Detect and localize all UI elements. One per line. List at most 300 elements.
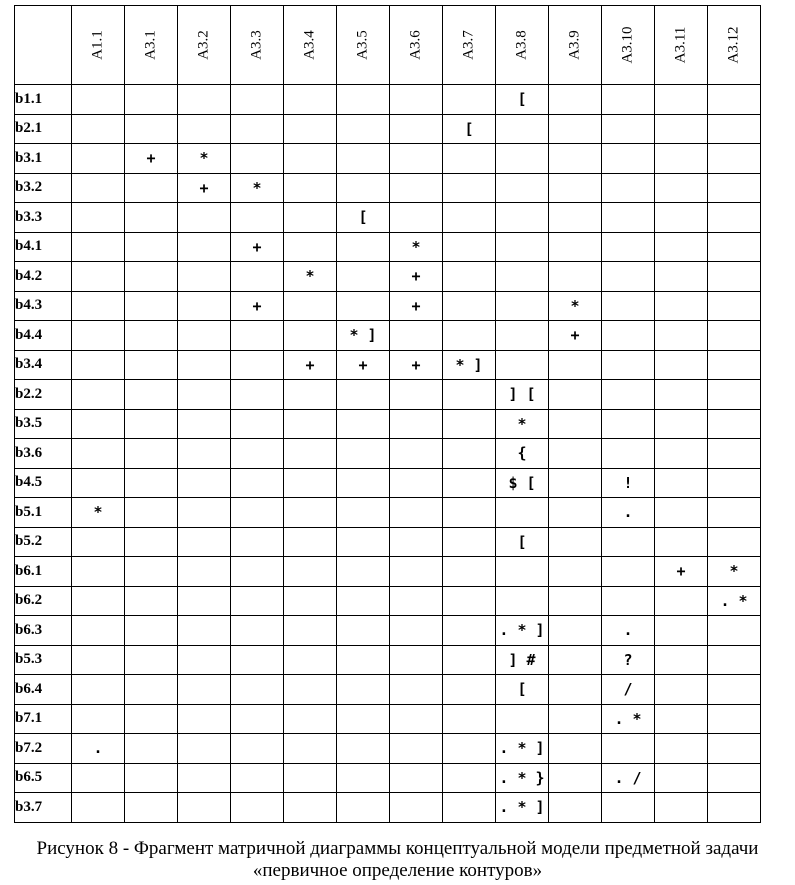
matrix-cell — [549, 645, 602, 675]
matrix-cell — [337, 439, 390, 469]
matrix-cell — [337, 793, 390, 823]
matrix-cell: / — [602, 675, 655, 705]
matrix-cell — [443, 645, 496, 675]
matrix-cell — [655, 645, 708, 675]
row-header: b4.5 — [15, 468, 72, 498]
corner-cell — [15, 6, 72, 85]
matrix-cell — [655, 144, 708, 174]
matrix-cell — [549, 793, 602, 823]
matrix-cell — [390, 203, 443, 233]
column-header — [337, 6, 390, 85]
matrix-cell — [231, 704, 284, 734]
matrix-cell — [496, 291, 549, 321]
matrix-cell: . * ] — [496, 793, 549, 823]
matrix-cell — [231, 203, 284, 233]
matrix-cell — [708, 144, 761, 174]
matrix-cell — [125, 114, 178, 144]
matrix-cell: . * — [708, 586, 761, 616]
table-row — [15, 675, 761, 705]
table-row — [15, 350, 761, 380]
matrix-cell — [655, 409, 708, 439]
matrix-cell — [178, 557, 231, 587]
matrix-cell — [284, 85, 337, 115]
row-header: b2.2 — [15, 380, 72, 410]
matrix-cell — [284, 616, 337, 646]
matrix-cell — [602, 321, 655, 351]
matrix-cell: + — [337, 350, 390, 380]
matrix-cell — [72, 173, 125, 203]
matrix-cell — [708, 468, 761, 498]
matrix-cell — [496, 350, 549, 380]
matrix-cell: . * — [602, 704, 655, 734]
matrix-cell — [125, 291, 178, 321]
matrix-cell — [549, 468, 602, 498]
matrix-cell: + — [390, 291, 443, 321]
table-row — [15, 763, 761, 793]
matrix-cell — [231, 144, 284, 174]
matrix-cell — [390, 409, 443, 439]
matrix-cell — [549, 586, 602, 616]
matrix-cell — [231, 468, 284, 498]
matrix-cell — [708, 498, 761, 528]
column-header — [178, 6, 231, 85]
matrix-cell — [178, 704, 231, 734]
matrix-cell — [602, 586, 655, 616]
matrix-cell — [125, 557, 178, 587]
matrix-cell — [443, 557, 496, 587]
matrix-cell — [231, 763, 284, 793]
matrix-cell — [231, 557, 284, 587]
matrix-cell — [284, 203, 337, 233]
matrix-cell — [178, 616, 231, 646]
matrix-cell — [284, 498, 337, 528]
matrix-cell — [231, 498, 284, 528]
matrix-cell — [337, 675, 390, 705]
matrix-cell — [125, 85, 178, 115]
matrix-cell — [549, 173, 602, 203]
matrix-cell — [443, 144, 496, 174]
matrix-cell — [496, 173, 549, 203]
matrix-cell — [708, 409, 761, 439]
matrix-cell — [284, 675, 337, 705]
column-header-label: A3.1 — [142, 30, 159, 60]
matrix-cell — [178, 468, 231, 498]
matrix-cell — [443, 763, 496, 793]
matrix-cell — [178, 85, 231, 115]
matrix-cell — [549, 527, 602, 557]
matrix-cell — [549, 144, 602, 174]
row-header: b2.1 — [15, 114, 72, 144]
matrix-cell — [284, 645, 337, 675]
matrix-cell — [178, 498, 231, 528]
matrix-cell — [549, 763, 602, 793]
matrix-cell — [390, 114, 443, 144]
matrix-cell — [549, 262, 602, 292]
matrix-cell — [549, 85, 602, 115]
row-header: b3.4 — [15, 350, 72, 380]
matrix-cell — [443, 321, 496, 351]
matrix-cell — [443, 380, 496, 410]
matrix-cell — [708, 380, 761, 410]
matrix-cell — [337, 468, 390, 498]
column-header-label: A3.6 — [407, 30, 424, 60]
matrix-cell — [496, 262, 549, 292]
matrix-cell: [ — [496, 527, 549, 557]
matrix-cell — [390, 380, 443, 410]
matrix-cell — [443, 468, 496, 498]
matrix-cell: . / — [602, 763, 655, 793]
matrix-cell — [125, 704, 178, 734]
matrix-cell — [443, 439, 496, 469]
matrix-cell — [231, 527, 284, 557]
matrix-cell — [390, 173, 443, 203]
matrix-cell — [72, 793, 125, 823]
matrix-cell — [178, 675, 231, 705]
matrix-cell — [231, 262, 284, 292]
matrix-cell — [602, 114, 655, 144]
matrix-cell — [655, 350, 708, 380]
matrix-cell: [ — [496, 675, 549, 705]
matrix-cell — [549, 734, 602, 764]
matrix-cell — [72, 321, 125, 351]
matrix-cell — [284, 409, 337, 439]
matrix-cell — [178, 793, 231, 823]
matrix-cell — [390, 498, 443, 528]
matrix-cell — [125, 173, 178, 203]
matrix-cell — [443, 203, 496, 233]
matrix-cell — [125, 409, 178, 439]
matrix-cell — [549, 350, 602, 380]
matrix-cell — [390, 321, 443, 351]
matrix-cell — [72, 144, 125, 174]
matrix-cell — [231, 793, 284, 823]
matrix-cell — [602, 527, 655, 557]
matrix-cell — [549, 380, 602, 410]
matrix-cell — [655, 586, 708, 616]
matrix-cell — [390, 793, 443, 823]
matrix-cell: * — [708, 557, 761, 587]
row-header: b1.1 — [15, 85, 72, 115]
matrix-cell — [549, 114, 602, 144]
column-header — [496, 6, 549, 85]
row-header: b6.1 — [15, 557, 72, 587]
matrix-cell — [496, 321, 549, 351]
matrix-cell — [337, 557, 390, 587]
matrix-cell — [496, 704, 549, 734]
table-row — [15, 114, 761, 144]
table-row — [15, 380, 761, 410]
matrix-cell: ? — [602, 645, 655, 675]
matrix-cell — [231, 380, 284, 410]
matrix-cell — [549, 704, 602, 734]
matrix-cell: + — [178, 173, 231, 203]
row-header: b4.1 — [15, 232, 72, 262]
matrix-cell — [178, 734, 231, 764]
matrix-cell — [708, 675, 761, 705]
matrix-cell — [708, 203, 761, 233]
matrix-cell — [496, 203, 549, 233]
matrix-cell — [337, 144, 390, 174]
row-header: b5.2 — [15, 527, 72, 557]
matrix-cell — [125, 586, 178, 616]
matrix-cell — [284, 439, 337, 469]
matrix-cell — [125, 262, 178, 292]
matrix-cell — [708, 527, 761, 557]
matrix-cell — [549, 232, 602, 262]
matrix-cell — [178, 763, 231, 793]
matrix-cell — [284, 793, 337, 823]
matrix-cell — [549, 439, 602, 469]
matrix-table — [14, 5, 761, 823]
matrix-cell: * — [178, 144, 231, 174]
matrix-cell — [178, 262, 231, 292]
table-row — [15, 203, 761, 233]
matrix-cell — [125, 350, 178, 380]
matrix-cell: ! — [602, 468, 655, 498]
table-row — [15, 586, 761, 616]
column-header — [72, 6, 125, 85]
column-header-label: A3.3 — [248, 30, 265, 60]
matrix-cell — [602, 232, 655, 262]
matrix-cell — [72, 763, 125, 793]
row-header: b3.1 — [15, 144, 72, 174]
matrix-cell — [655, 468, 708, 498]
matrix-cell — [655, 704, 708, 734]
matrix-cell — [337, 409, 390, 439]
matrix-cell: * — [496, 409, 549, 439]
matrix-cell — [72, 557, 125, 587]
matrix-cell — [337, 262, 390, 292]
matrix-cell — [284, 144, 337, 174]
matrix-cell — [231, 616, 284, 646]
matrix-cell — [72, 380, 125, 410]
table-row — [15, 557, 761, 587]
column-header-label: A3.9 — [566, 30, 583, 60]
matrix-cell: ] [ — [496, 380, 549, 410]
matrix-cell — [655, 203, 708, 233]
matrix-cell — [178, 645, 231, 675]
matrix-cell — [602, 262, 655, 292]
matrix-cell — [443, 85, 496, 115]
figure-caption — [0, 838, 795, 882]
matrix-cell — [708, 291, 761, 321]
matrix-cell — [231, 439, 284, 469]
matrix-cell — [708, 350, 761, 380]
matrix-cell — [443, 291, 496, 321]
matrix-cell — [72, 704, 125, 734]
matrix-cell — [178, 291, 231, 321]
table-row — [15, 409, 761, 439]
matrix-cell: . — [602, 616, 655, 646]
row-header: b3.7 — [15, 793, 72, 823]
matrix-cell — [284, 527, 337, 557]
matrix-cell: [ — [337, 203, 390, 233]
matrix-cell — [231, 586, 284, 616]
table-row — [15, 291, 761, 321]
matrix-cell — [125, 380, 178, 410]
column-header — [390, 6, 443, 85]
matrix-cell — [655, 173, 708, 203]
matrix-cell — [178, 586, 231, 616]
matrix-cell — [72, 291, 125, 321]
matrix-cell — [708, 173, 761, 203]
matrix-cell — [655, 380, 708, 410]
matrix-cell — [496, 498, 549, 528]
column-header — [708, 6, 761, 85]
matrix-cell — [549, 616, 602, 646]
matrix-cell — [496, 114, 549, 144]
matrix-cell: + — [655, 557, 708, 587]
matrix-cell — [231, 321, 284, 351]
matrix-cell — [549, 409, 602, 439]
matrix-cell: * — [231, 173, 284, 203]
matrix-cell — [602, 557, 655, 587]
matrix-cell — [284, 586, 337, 616]
row-header: b4.4 — [15, 321, 72, 351]
matrix-cell — [178, 439, 231, 469]
matrix-cell — [708, 439, 761, 469]
matrix-cell — [655, 439, 708, 469]
column-header-label: A3.5 — [354, 30, 371, 60]
matrix-cell — [708, 232, 761, 262]
matrix-cell — [178, 409, 231, 439]
matrix-cell — [72, 468, 125, 498]
matrix-cell: * — [549, 291, 602, 321]
matrix-cell — [337, 763, 390, 793]
matrix-cell — [602, 439, 655, 469]
matrix-cell — [443, 409, 496, 439]
matrix-cell — [602, 203, 655, 233]
matrix-cell — [72, 616, 125, 646]
matrix-cell — [72, 350, 125, 380]
row-header: b4.3 — [15, 291, 72, 321]
table-row — [15, 527, 761, 557]
matrix-cell — [337, 173, 390, 203]
matrix-cell — [231, 645, 284, 675]
table-row — [15, 616, 761, 646]
column-header — [443, 6, 496, 85]
column-header — [284, 6, 337, 85]
matrix-cell — [284, 291, 337, 321]
row-header: b3.6 — [15, 439, 72, 469]
matrix-cell: . * ] — [496, 616, 549, 646]
matrix-cell — [178, 350, 231, 380]
row-header: b7.2 — [15, 734, 72, 764]
matrix-cell — [443, 616, 496, 646]
table-row — [15, 793, 761, 823]
matrix-cell — [496, 586, 549, 616]
matrix-cell — [125, 675, 178, 705]
matrix-cell: + — [390, 350, 443, 380]
matrix-cell — [72, 232, 125, 262]
matrix-cell — [708, 645, 761, 675]
matrix-cell — [602, 793, 655, 823]
caption-line-2: «первичное определение контуров» — [252, 860, 543, 881]
matrix-cell: ] # — [496, 645, 549, 675]
matrix-cell — [72, 85, 125, 115]
matrix-cell — [337, 291, 390, 321]
matrix-cell — [231, 114, 284, 144]
row-header: b6.2 — [15, 586, 72, 616]
matrix-cell — [602, 734, 655, 764]
matrix-cell — [178, 114, 231, 144]
matrix-cell — [284, 173, 337, 203]
matrix-cell — [390, 734, 443, 764]
matrix-cell — [337, 85, 390, 115]
matrix-cell — [72, 439, 125, 469]
matrix-cell — [125, 616, 178, 646]
matrix-cell — [390, 439, 443, 469]
matrix-cell: * ] — [443, 350, 496, 380]
matrix-cell — [708, 704, 761, 734]
matrix-cell: * ] — [337, 321, 390, 351]
matrix-cell — [337, 232, 390, 262]
column-header-label: A3.4 — [301, 30, 318, 60]
table-row — [15, 645, 761, 675]
matrix-cell: . — [72, 734, 125, 764]
matrix-cell — [125, 203, 178, 233]
matrix-cell: . * } — [496, 763, 549, 793]
matrix-cell — [655, 114, 708, 144]
matrix-cell — [602, 409, 655, 439]
matrix-cell — [284, 114, 337, 144]
matrix-cell — [72, 114, 125, 144]
matrix-cell — [708, 114, 761, 144]
matrix-cell — [337, 586, 390, 616]
matrix-cell: * — [390, 232, 443, 262]
row-header: b5.3 — [15, 645, 72, 675]
matrix-cell — [708, 616, 761, 646]
matrix-cell: { — [496, 439, 549, 469]
matrix-cell — [655, 675, 708, 705]
matrix-cell — [178, 321, 231, 351]
row-header: b6.5 — [15, 763, 72, 793]
matrix-cell: . * ] — [496, 734, 549, 764]
matrix-cell — [655, 763, 708, 793]
matrix-cell — [72, 409, 125, 439]
matrix-cell — [284, 380, 337, 410]
row-header: b3.3 — [15, 203, 72, 233]
matrix-cell — [655, 85, 708, 115]
matrix-cell — [231, 409, 284, 439]
matrix-cell — [231, 350, 284, 380]
matrix-cell: * — [72, 498, 125, 528]
matrix-cell — [125, 734, 178, 764]
matrix-cell — [655, 734, 708, 764]
matrix-cell — [443, 586, 496, 616]
matrix-cell — [708, 763, 761, 793]
matrix-cell — [284, 557, 337, 587]
matrix-cell: + — [549, 321, 602, 351]
matrix-cell — [231, 85, 284, 115]
column-header-label: A3.11 — [672, 26, 689, 64]
matrix-cell — [72, 262, 125, 292]
matrix-cell — [602, 350, 655, 380]
matrix-cell — [284, 468, 337, 498]
matrix-cell: [ — [443, 114, 496, 144]
matrix-cell — [443, 704, 496, 734]
row-header: b6.4 — [15, 675, 72, 705]
matrix-cell — [125, 793, 178, 823]
matrix-cell — [496, 144, 549, 174]
matrix-cell — [125, 468, 178, 498]
matrix-cell — [337, 645, 390, 675]
matrix-cell — [655, 527, 708, 557]
matrix-cell — [708, 793, 761, 823]
matrix-cell — [72, 586, 125, 616]
table-row — [15, 498, 761, 528]
row-header: b6.3 — [15, 616, 72, 646]
